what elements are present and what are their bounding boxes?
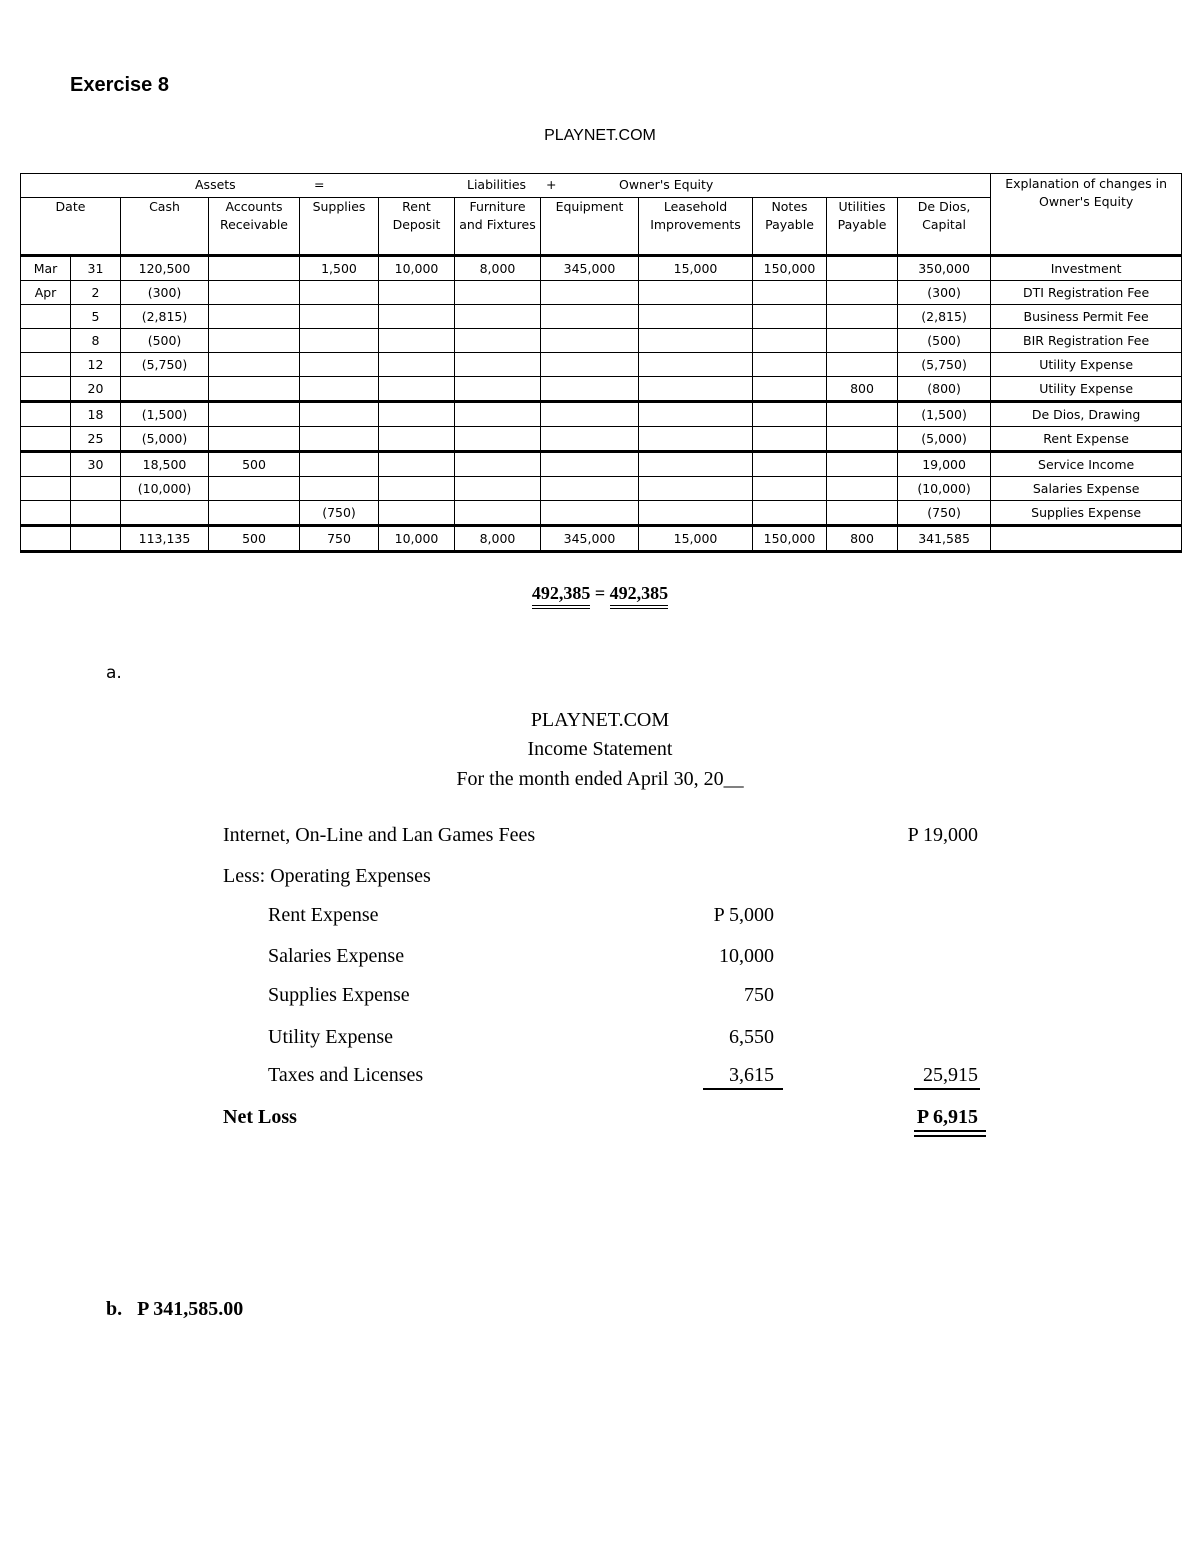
cell-furniture bbox=[455, 501, 541, 526]
cell-explanation: BIR Registration Fee bbox=[991, 329, 1182, 353]
table-row bbox=[21, 477, 1182, 501]
part-b-value: P 341,585.00 bbox=[137, 1298, 244, 1320]
column-header-supplies: Supplies bbox=[300, 198, 379, 256]
cell-leasehold bbox=[639, 452, 753, 477]
cell-explanation bbox=[991, 526, 1182, 552]
cell-rent-deposit bbox=[379, 329, 455, 353]
cell-furniture bbox=[455, 402, 541, 427]
cell-cash: (500) bbox=[121, 329, 209, 353]
cell-utilities-payable bbox=[827, 329, 898, 353]
cell-furniture bbox=[455, 427, 541, 452]
cell-month bbox=[21, 501, 71, 526]
cell-leasehold bbox=[639, 281, 753, 305]
cell-supplies bbox=[300, 377, 379, 402]
cell-capital: 341,585 bbox=[898, 526, 991, 552]
part-b-answer bbox=[106, 1298, 243, 1321]
cell-day: 5 bbox=[71, 305, 121, 329]
cell-notes-payable bbox=[753, 402, 827, 427]
assets-header: Assets bbox=[195, 177, 236, 192]
cell-day: 12 bbox=[71, 353, 121, 377]
cell-leasehold bbox=[639, 427, 753, 452]
cell-accounts-receivable: 500 bbox=[209, 452, 300, 477]
expense-label-rent: Rent Expense bbox=[268, 904, 379, 926]
cell-supplies bbox=[300, 427, 379, 452]
cell-furniture bbox=[455, 353, 541, 377]
cell-equipment bbox=[541, 452, 639, 477]
cell-cash: (2,815) bbox=[121, 305, 209, 329]
cell-day bbox=[71, 477, 121, 501]
net-loss-label: Net Loss bbox=[223, 1106, 297, 1128]
cell-capital: 19,000 bbox=[898, 452, 991, 477]
cell-explanation: Salaries Expense bbox=[991, 477, 1182, 501]
expenses-underline bbox=[703, 1088, 783, 1090]
cell-furniture bbox=[455, 377, 541, 402]
cell-capital: (1,500) bbox=[898, 402, 991, 427]
cell-rent-deposit: 10,000 bbox=[379, 526, 455, 552]
cell-utilities-payable: 800 bbox=[827, 526, 898, 552]
cell-supplies bbox=[300, 477, 379, 501]
cell-day: 30 bbox=[71, 452, 121, 477]
cell-utilities-payable bbox=[827, 353, 898, 377]
cell-accounts-receivable bbox=[209, 353, 300, 377]
table-row bbox=[21, 377, 1182, 402]
cell-rent-deposit bbox=[379, 353, 455, 377]
cell-leasehold: 15,000 bbox=[639, 526, 753, 552]
cell-explanation: De Dios, Drawing bbox=[991, 402, 1182, 427]
cell-utilities-payable: 800 bbox=[827, 377, 898, 402]
cell-notes-payable bbox=[753, 427, 827, 452]
table-row bbox=[21, 256, 1182, 281]
cell-supplies bbox=[300, 452, 379, 477]
cell-notes-payable bbox=[753, 353, 827, 377]
cell-capital: (10,000) bbox=[898, 477, 991, 501]
cell-notes-payable bbox=[753, 281, 827, 305]
cell-leasehold bbox=[639, 501, 753, 526]
table-row bbox=[21, 329, 1182, 353]
cell-rent-deposit bbox=[379, 377, 455, 402]
cell-explanation: Utility Expense bbox=[991, 353, 1182, 377]
cell-month bbox=[21, 377, 71, 402]
column-header-date: Date bbox=[21, 198, 121, 256]
cell-capital: (2,815) bbox=[898, 305, 991, 329]
cell-cash: (1,500) bbox=[121, 402, 209, 427]
cell-rent-deposit bbox=[379, 305, 455, 329]
cell-accounts-receivable bbox=[209, 427, 300, 452]
equals-sign: = bbox=[314, 177, 325, 192]
cell-notes-payable: 150,000 bbox=[753, 526, 827, 552]
statement-period: For the month ended April 30, 20__ bbox=[456, 768, 744, 790]
cell-rent-deposit bbox=[379, 501, 455, 526]
cell-notes-payable bbox=[753, 377, 827, 402]
cell-day bbox=[71, 526, 121, 552]
cell-accounts-receivable bbox=[209, 377, 300, 402]
cell-utilities-payable bbox=[827, 256, 898, 281]
cell-furniture bbox=[455, 305, 541, 329]
cell-explanation: DTI Registration Fee bbox=[991, 281, 1182, 305]
part-a-label: a. bbox=[106, 663, 122, 683]
cell-month bbox=[21, 427, 71, 452]
cell-equipment bbox=[541, 477, 639, 501]
cell-rent-deposit bbox=[379, 402, 455, 427]
cell-leasehold bbox=[639, 329, 753, 353]
cell-equipment bbox=[541, 353, 639, 377]
cell-cash: 120,500 bbox=[121, 256, 209, 281]
equation-right-total: 492,385 bbox=[610, 583, 669, 609]
cell-leasehold bbox=[639, 402, 753, 427]
cell-month bbox=[21, 305, 71, 329]
cell-supplies bbox=[300, 281, 379, 305]
equity-header: Owner's Equity bbox=[619, 177, 714, 192]
cell-utilities-payable bbox=[827, 452, 898, 477]
cell-rent-deposit bbox=[379, 477, 455, 501]
cell-supplies: 1,500 bbox=[300, 256, 379, 281]
expense-label-supplies: Supplies Expense bbox=[268, 984, 410, 1006]
cell-day: 25 bbox=[71, 427, 121, 452]
cell-leasehold: 15,000 bbox=[639, 256, 753, 281]
cell-capital: (750) bbox=[898, 501, 991, 526]
cell-capital: (300) bbox=[898, 281, 991, 305]
cell-month bbox=[21, 402, 71, 427]
cell-accounts-receivable: 500 bbox=[209, 526, 300, 552]
expense-amount-salaries: 10,000 bbox=[719, 945, 774, 967]
expense-label-utility: Utility Expense bbox=[268, 1026, 393, 1048]
cell-utilities-payable bbox=[827, 501, 898, 526]
totals-row bbox=[21, 526, 1182, 552]
cell-month bbox=[21, 526, 71, 552]
equation-left-total: 492,385 bbox=[532, 583, 591, 609]
cell-utilities-payable bbox=[827, 427, 898, 452]
cell-equipment bbox=[541, 305, 639, 329]
cell-day: 18 bbox=[71, 402, 121, 427]
cell-notes-payable bbox=[753, 501, 827, 526]
cell-furniture: 8,000 bbox=[455, 256, 541, 281]
column-header-equipment: Equipment bbox=[541, 198, 639, 256]
cell-supplies bbox=[300, 402, 379, 427]
table-row bbox=[21, 402, 1182, 427]
table-row bbox=[21, 281, 1182, 305]
exercise-title: Exercise 8 bbox=[70, 74, 169, 96]
cell-notes-payable bbox=[753, 477, 827, 501]
cell-leasehold bbox=[639, 377, 753, 402]
cell-notes-payable: 150,000 bbox=[753, 256, 827, 281]
statement-title: Income Statement bbox=[527, 738, 673, 760]
cell-explanation: Rent Expense bbox=[991, 427, 1182, 452]
expense-label-salaries: Salaries Expense bbox=[268, 945, 405, 967]
table-row bbox=[21, 427, 1182, 452]
cell-supplies: (750) bbox=[300, 501, 379, 526]
plus-sign: + bbox=[546, 177, 557, 192]
cell-month: Mar bbox=[21, 256, 71, 281]
revenue-amount: P 19,000 bbox=[907, 824, 978, 846]
cell-day: 8 bbox=[71, 329, 121, 353]
expense-amount-rent: P 5,000 bbox=[713, 904, 774, 926]
cell-day: 2 bbox=[71, 281, 121, 305]
cell-accounts-receivable bbox=[209, 402, 300, 427]
cell-capital: (5,750) bbox=[898, 353, 991, 377]
cell-utilities-payable bbox=[827, 402, 898, 427]
cell-capital: (5,000) bbox=[898, 427, 991, 452]
table-row bbox=[21, 501, 1182, 526]
company-name: PLAYNET.COM bbox=[544, 127, 656, 144]
cell-rent-deposit bbox=[379, 281, 455, 305]
cell-capital: (800) bbox=[898, 377, 991, 402]
cell-equipment bbox=[541, 427, 639, 452]
cell-accounts-receivable bbox=[209, 501, 300, 526]
cell-day bbox=[71, 501, 121, 526]
net-loss-double-underline bbox=[914, 1130, 986, 1137]
cell-day: 20 bbox=[71, 377, 121, 402]
cell-cash: (5,750) bbox=[121, 353, 209, 377]
cell-cash: (300) bbox=[121, 281, 209, 305]
cell-equipment bbox=[541, 329, 639, 353]
cell-utilities-payable bbox=[827, 477, 898, 501]
column-header-rent-deposit: Rent Deposit bbox=[379, 198, 455, 256]
cell-furniture bbox=[455, 281, 541, 305]
cell-month bbox=[21, 353, 71, 377]
expense-amount-supplies: 750 bbox=[744, 984, 774, 1006]
cell-furniture bbox=[455, 477, 541, 501]
column-header-leasehold: Leasehold Improvements bbox=[639, 198, 753, 256]
group-header-row bbox=[21, 174, 991, 198]
cell-capital: 350,000 bbox=[898, 256, 991, 281]
cell-utilities-payable bbox=[827, 305, 898, 329]
cell-rent-deposit: 10,000 bbox=[379, 256, 455, 281]
cell-cash: (5,000) bbox=[121, 427, 209, 452]
cell-month bbox=[21, 329, 71, 353]
expense-amount-utility: 6,550 bbox=[729, 1026, 774, 1048]
accounting-equation-table bbox=[20, 173, 1182, 553]
revenue-label: Internet, On-Line and Lan Games Fees bbox=[223, 824, 536, 846]
table-row bbox=[21, 452, 1182, 477]
cell-leasehold bbox=[639, 477, 753, 501]
cell-equipment: 345,000 bbox=[541, 256, 639, 281]
net-loss-amount: P 6,915 bbox=[916, 1106, 978, 1128]
cell-equipment bbox=[541, 501, 639, 526]
statement-company: PLAYNET.COM bbox=[530, 709, 670, 731]
cell-supplies: 750 bbox=[300, 526, 379, 552]
cell-day: 31 bbox=[71, 256, 121, 281]
cell-cash bbox=[121, 377, 209, 402]
cell-notes-payable bbox=[753, 452, 827, 477]
cell-cash: 113,135 bbox=[121, 526, 209, 552]
expense-label-taxes: Taxes and Licenses bbox=[268, 1064, 424, 1086]
column-header-accounts-receivable: Accounts Receivable bbox=[209, 198, 300, 256]
cell-accounts-receivable bbox=[209, 256, 300, 281]
cell-accounts-receivable bbox=[209, 329, 300, 353]
cell-month: Apr bbox=[21, 281, 71, 305]
liabilities-header: Liabilities bbox=[467, 177, 527, 192]
ledger-body bbox=[21, 256, 1182, 552]
cell-cash: (10,000) bbox=[121, 477, 209, 501]
cell-explanation: Business Permit Fee bbox=[991, 305, 1182, 329]
cell-accounts-receivable bbox=[209, 305, 300, 329]
cell-leasehold bbox=[639, 353, 753, 377]
equation-check bbox=[0, 583, 1200, 609]
cell-leasehold bbox=[639, 305, 753, 329]
cell-furniture: 8,000 bbox=[455, 526, 541, 552]
expense-amount-taxes: 3,615 bbox=[729, 1064, 774, 1086]
cell-explanation: Supplies Expense bbox=[991, 501, 1182, 526]
cell-explanation: Service Income bbox=[991, 452, 1182, 477]
cell-equipment bbox=[541, 281, 639, 305]
cell-accounts-receivable bbox=[209, 477, 300, 501]
cell-cash bbox=[121, 501, 209, 526]
column-header-capital: De Dios, Capital bbox=[898, 198, 991, 256]
cell-utilities-payable bbox=[827, 281, 898, 305]
cell-notes-payable bbox=[753, 329, 827, 353]
column-header-utilities-payable: Utilities Payable bbox=[827, 198, 898, 256]
column-header-notes-payable: Notes Payable bbox=[753, 198, 827, 256]
explanation-header: Explanation of changes in Owner's Equity bbox=[991, 174, 1182, 256]
total-expenses: 25,915 bbox=[923, 1064, 978, 1086]
operating-expenses-label: Less: Operating Expenses bbox=[223, 865, 431, 887]
cell-notes-payable bbox=[753, 305, 827, 329]
column-header-cash: Cash bbox=[121, 198, 209, 256]
cell-supplies bbox=[300, 305, 379, 329]
cell-capital: (500) bbox=[898, 329, 991, 353]
cell-explanation: Investment bbox=[991, 256, 1182, 281]
cell-supplies bbox=[300, 329, 379, 353]
table-row bbox=[21, 353, 1182, 377]
cell-rent-deposit bbox=[379, 452, 455, 477]
total-underline bbox=[914, 1088, 980, 1090]
cell-month bbox=[21, 452, 71, 477]
cell-cash: 18,500 bbox=[121, 452, 209, 477]
cell-furniture bbox=[455, 452, 541, 477]
cell-explanation: Utility Expense bbox=[991, 377, 1182, 402]
cell-furniture bbox=[455, 329, 541, 353]
table-row bbox=[21, 305, 1182, 329]
equation-sign: = bbox=[594, 583, 606, 603]
cell-supplies bbox=[300, 353, 379, 377]
cell-rent-deposit bbox=[379, 427, 455, 452]
cell-month bbox=[21, 477, 71, 501]
part-b-label: b. bbox=[106, 1298, 123, 1320]
column-header-furniture: Furniture and Fixtures bbox=[455, 198, 541, 256]
cell-accounts-receivable bbox=[209, 281, 300, 305]
cell-equipment bbox=[541, 402, 639, 427]
cell-equipment bbox=[541, 377, 639, 402]
cell-equipment: 345,000 bbox=[541, 526, 639, 552]
